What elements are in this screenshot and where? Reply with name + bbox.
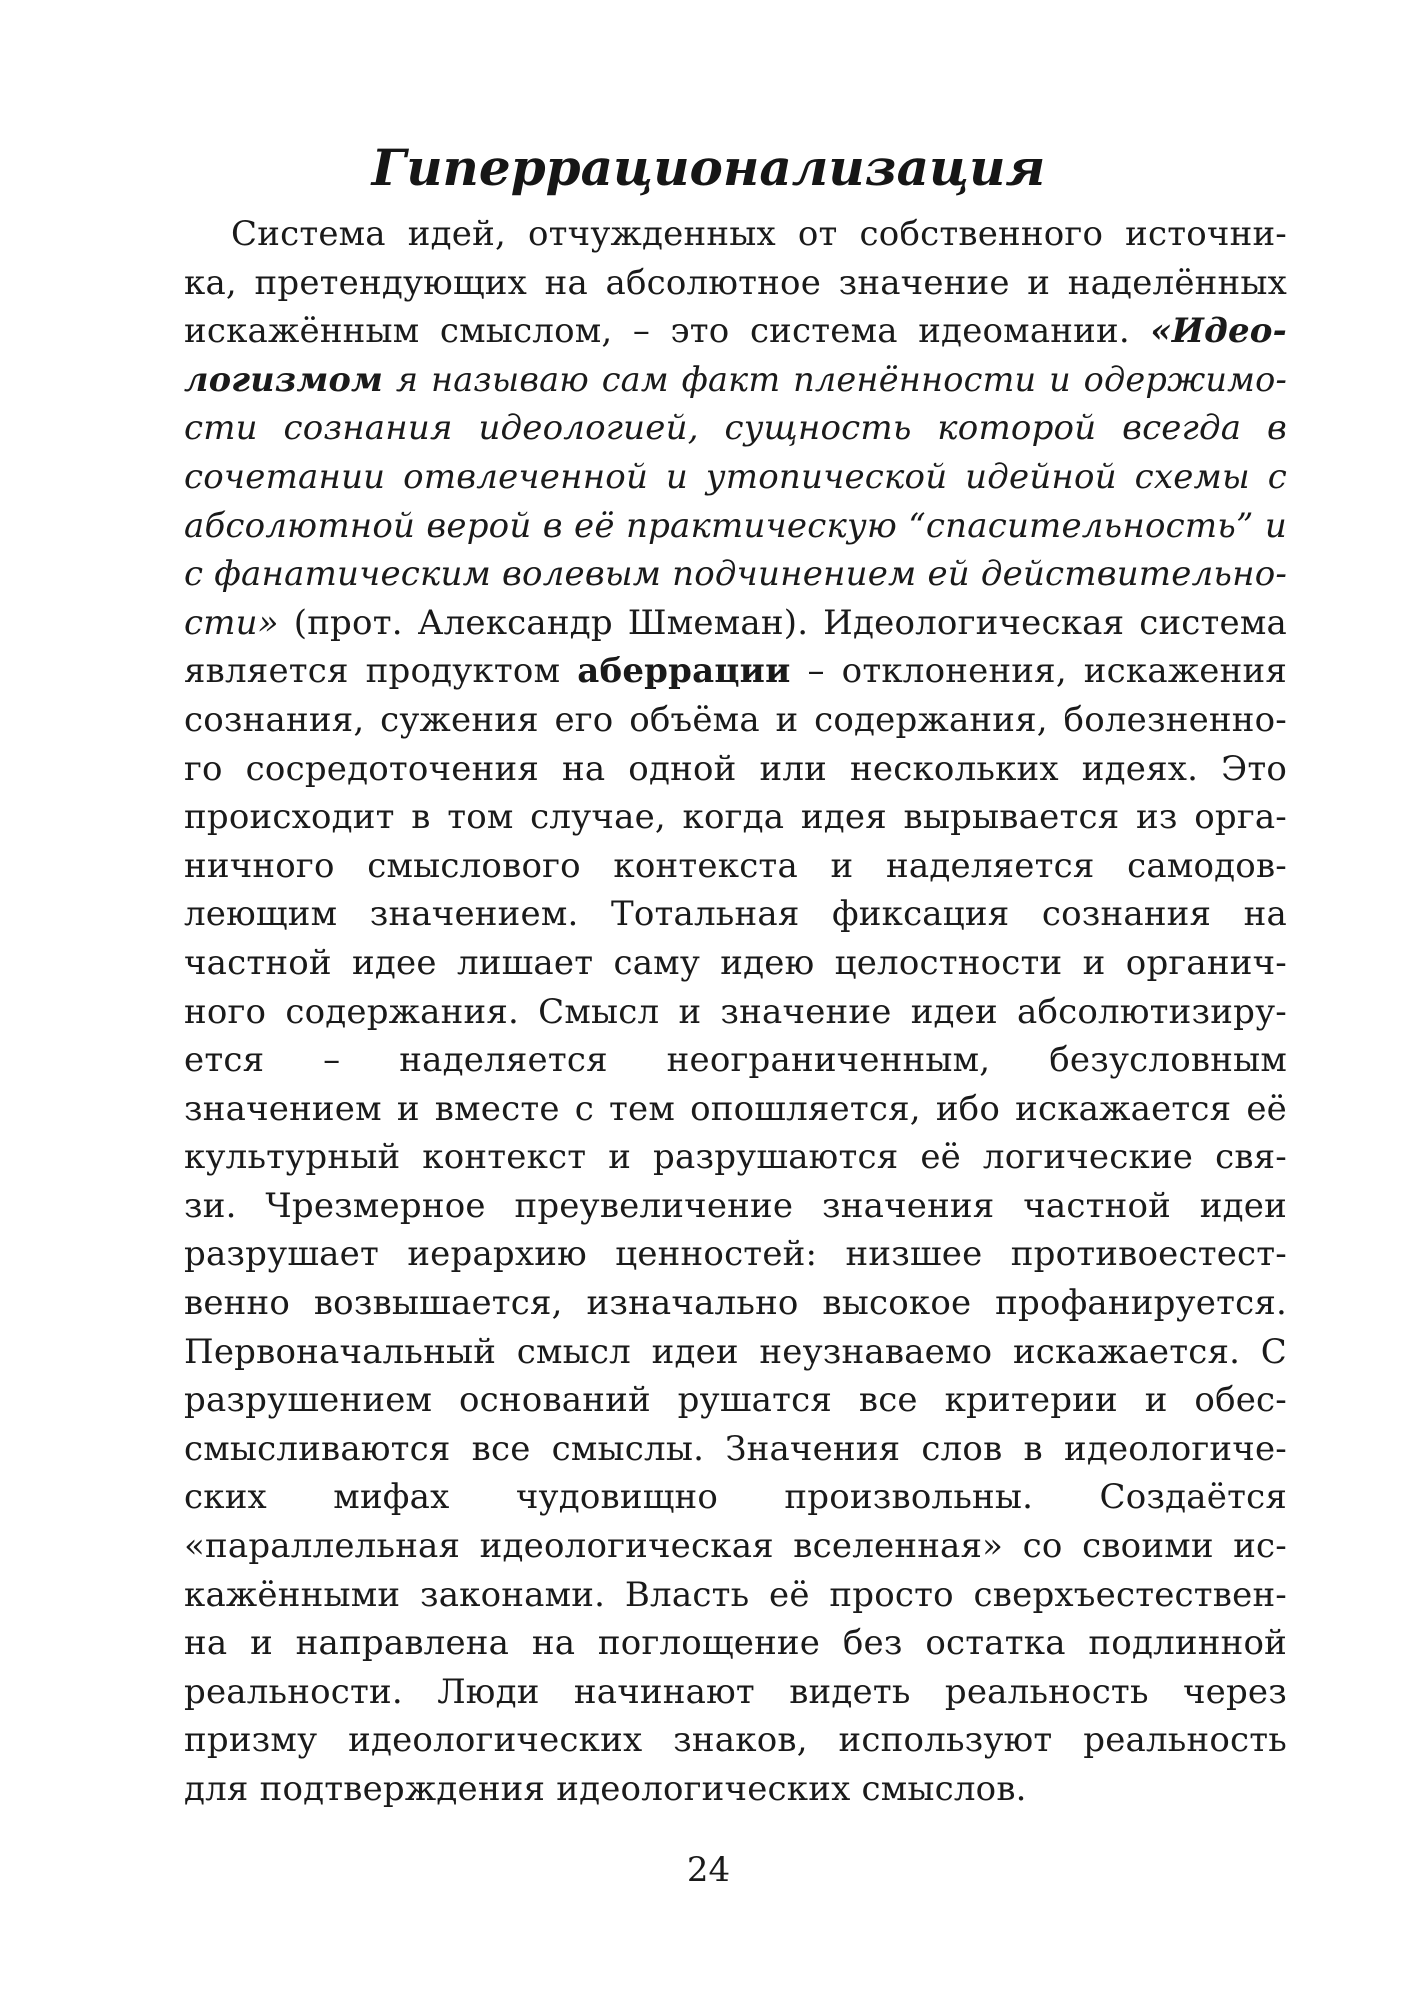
- text-line: сти» (прот. Александр Шмеман). Идеологическая система: [184, 602, 1287, 643]
- term-ideologism: логизмом: [184, 359, 384, 399]
- term-aberration: аберрации: [577, 651, 791, 692]
- text-line: с фанатическим волевым подчинением ей действительно-: [184, 554, 1288, 595]
- text-line: ется – наделяется неограниченным, безусловным: [184, 1040, 1287, 1081]
- text-line: ничного смыслового контекста и наделяется самодов-: [184, 845, 1287, 886]
- text-line: Система идей, отчужденных от собственного источни-: [231, 214, 1287, 254]
- text-line: ских мифах чудовищно произвольны. Создаётся: [184, 1477, 1287, 1518]
- text-line: частной идее лишает саму идею целостности и органич-: [184, 942, 1287, 983]
- text-line: венно возвышается, изначально высокое профанируется.: [184, 1283, 1287, 1324]
- text-line: значением и вместе с тем опошляется, ибо искажается её: [184, 1088, 1287, 1129]
- text-line: культурный контекст и разрушаются её логические свя-: [184, 1137, 1287, 1178]
- text-line: ка, претендующих на абсолютное значение и наделённых: [184, 262, 1287, 303]
- quote-end: сти»: [184, 602, 279, 643]
- text-line: для подтверждения идеологических смыслов.: [184, 1769, 1027, 1809]
- section-title: Гиперрационализация: [371, 138, 1046, 197]
- text-line: происходит в том случае, когда идея вырывается из орга-: [184, 797, 1287, 838]
- text-line: сознания, сужения его объёма и содержания, болезненно-: [184, 699, 1287, 740]
- quote-start: «Идео-: [1150, 311, 1287, 352]
- text-line: сти сознания идеологией, сущность которой всегда в: [184, 408, 1287, 449]
- text-line: леющим значением. Тотальная фиксация сознания на: [184, 894, 1287, 935]
- text-line: логизмом я называю сам факт пленённости и одержимо-: [184, 359, 1287, 399]
- text-line: разрушением оснований рушатся все критерии и обес-: [184, 1380, 1287, 1421]
- text-line: призму идеологических знаков, используют реальность: [184, 1720, 1287, 1761]
- text-line: абсолютной верой в её практическую “спасительность” и: [184, 505, 1287, 546]
- text-line: смысливаются все смыслы. Значения слов в идеологиче-: [184, 1428, 1287, 1469]
- text-line: на и направлена на поглощение без остатка подлинной: [184, 1623, 1287, 1664]
- text-line: является продуктом аберрации – отклонения, искажения: [184, 651, 1287, 692]
- text-line: ного содержания. Смысл и значение идеи абсолютизиру-: [184, 991, 1287, 1032]
- page-number: 24: [686, 1850, 731, 1890]
- text-line: «параллельная идеологическая вселенная» со своими ис-: [184, 1526, 1287, 1567]
- text-line: кажёнными законами. Власть её просто сверхъестествен-: [184, 1574, 1287, 1615]
- text-line: искажённым смыслом, – это система идеомании. «Идео-: [184, 311, 1287, 352]
- text-line: разрушает иерархию ценностей: низшее противоестест-: [184, 1234, 1287, 1275]
- body-paragraph: [184, 210, 1287, 1814]
- text-line: зи. Чрезмерное преувеличение значения частной идеи: [184, 1185, 1287, 1226]
- text-line: Первоначальный смысл идеи неузнаваемо искажается. С: [184, 1331, 1287, 1372]
- text-line: реальности. Люди начинают видеть реальность через: [184, 1671, 1287, 1712]
- text-line: го сосредоточения на одной или нескольких идеях. Это: [184, 748, 1287, 789]
- text-line: сочетании отвлеченной и утопической идейной схемы с: [184, 456, 1287, 497]
